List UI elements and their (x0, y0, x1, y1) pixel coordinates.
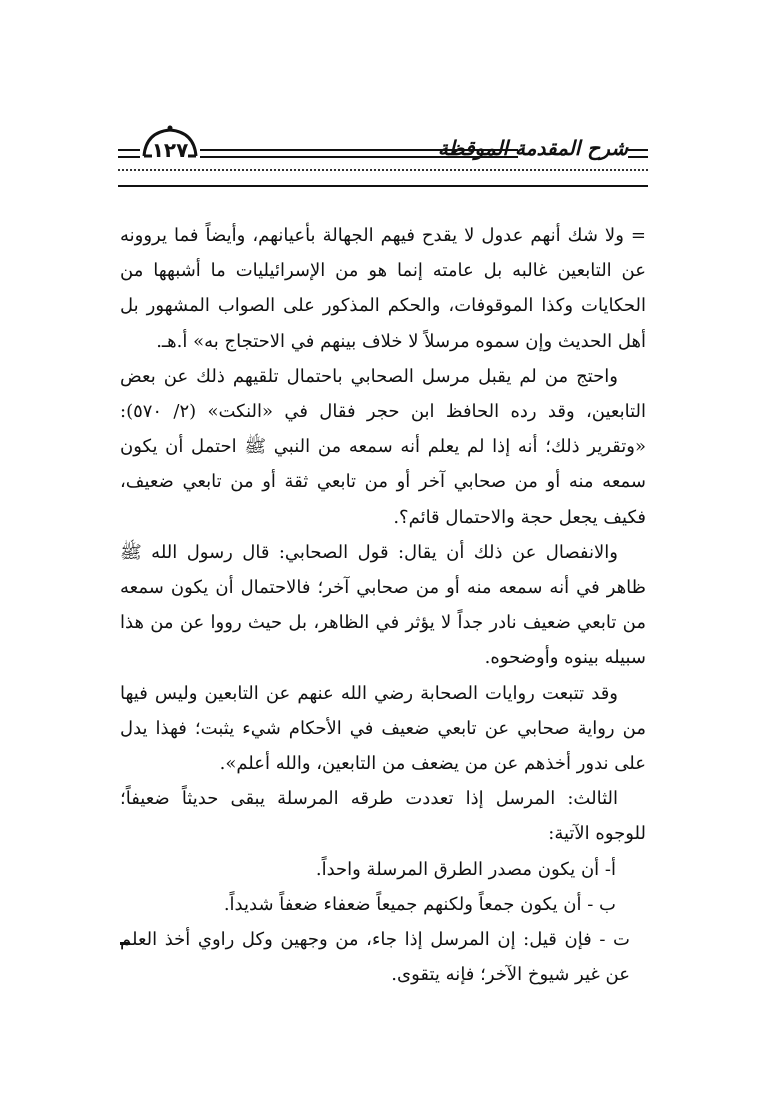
paragraph-3: والانفصال عن ذلك أن يقال: قول الصحابي: قال رسول الله ﷺ ظاهر في أنه سمعه منه أو من صحابي آخر؛ فالاحتمال أن يكون سمعه من تابعي ضعيف نادر جداً لا يؤثر في الظاهر، بل حيث رووا عن من هذا سبيله بينوه وأوضحوه. (120, 541, 646, 669)
page-number: ١٢٧ (151, 138, 189, 162)
header-divider (118, 185, 648, 187)
header-rule-right (628, 149, 648, 158)
running-title: شرح المقدمة الموقظة (437, 136, 628, 160)
paragraph-1: = ولا شك أنهم عدول لا يقدح فيهم الجهالة بأعيانهم، وأيضاً فما يروونه عن التابعين غالبه بل عامته إنما هو من الإسرائيليات ما أشبهها من الحكايات وكذا الموقوفات، والحكم المذكور على الصواب المشهور بل أهل الحديث وإن سموه مرسلاً لا خلاف بينهم في الاحتجاج به» أ.هـ. (120, 225, 646, 352)
paragraph-4: وقد تتبعت روايات الصحابة رضي الله عنهم عن التابعين وليس فيها من رواية صحابي عن تابعي ضعيف في الأحكام شيء يثبت؛ فهذا يدل على ندور أخذهم عن من يضعف من التابعين، والله أعلم». (120, 682, 646, 775)
continuation-dash (120, 942, 130, 945)
page-body (120, 218, 646, 992)
paragraph-2: واحتج من لم يقبل مرسل الصحابي باحتمال تلقيهم ذلك عن بعض التابعين، وقد رده الحافظ ابن حجر فقال في «النكت» (٢/ ٥٧٠): «وتقرير ذلك؛ أنه إذا لم يعلم أنه سمعه من النبي ﷺ احتمل أن يكون سمعه منه أو من صحابي آخر أو من تابعي ثقة أو من تابعي ضعيف، فكيف يجعل حجة والاحتمال قائم؟. (120, 365, 646, 528)
list-item-alif: أ- أن يكون مصدر الطرق المرسلة واحداً. (315, 858, 616, 880)
dotted-divider (118, 169, 648, 177)
list-item-ta: ت - فإن قيل: إن المرسل إذا جاء، من وجهين وكل راوي أخذ العلم عن غير شيوخ الآخر؛ فإنه يتقوى. (120, 929, 630, 986)
list-item-ba: ب - أن يكون جمعاً ولكنهم جميعاً ضعفاء ضعفاً شديداً. (223, 893, 616, 915)
header-rule-left (118, 149, 140, 158)
page-header (118, 118, 648, 188)
paragraph-5: الثالث: المرسل إذا تعددت طرقه المرسلة يبقى حديثاً ضعيفاً؛ للوجوه الآتية: (120, 788, 646, 845)
